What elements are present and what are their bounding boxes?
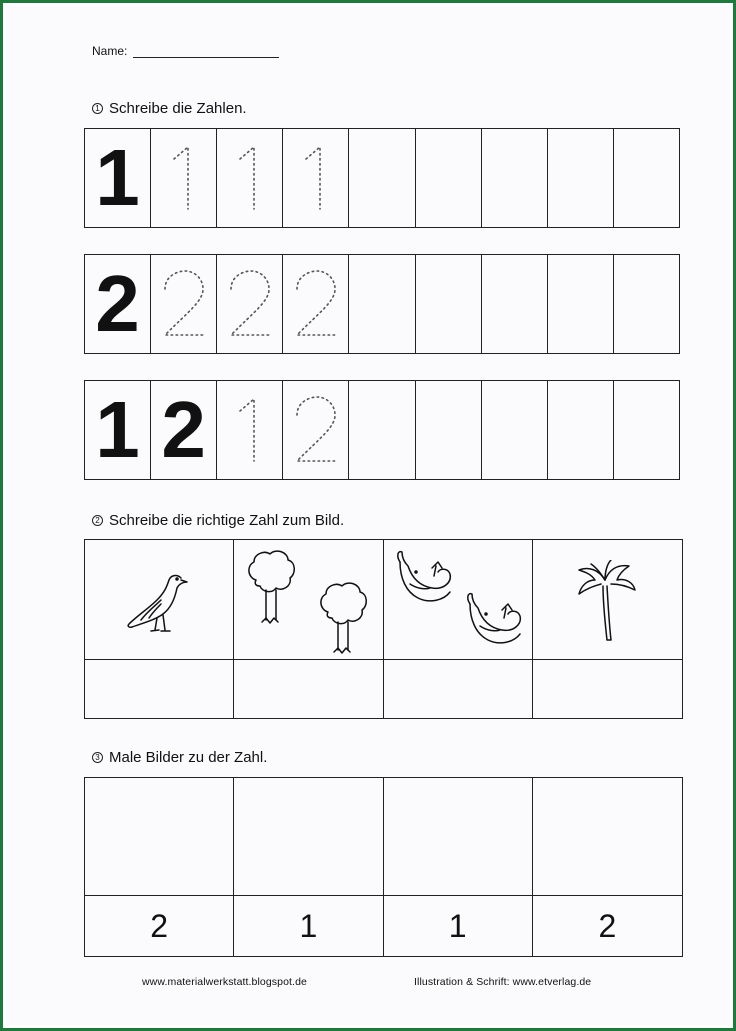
picture-cell-bird <box>85 540 234 660</box>
trace-cell[interactable] <box>217 255 283 353</box>
answer-cell[interactable] <box>384 660 533 718</box>
traced-digit-two-icon <box>291 395 341 465</box>
bird-icon <box>123 568 195 638</box>
lead-digit: 1 <box>95 133 140 222</box>
name-label: Name: <box>92 44 128 58</box>
empty-write-cell[interactable] <box>614 381 679 479</box>
draw-cell[interactable] <box>533 778 682 896</box>
empty-write-cell[interactable] <box>416 255 482 353</box>
trace-cell[interactable] <box>283 255 349 353</box>
footer-left-link[interactable]: www.materialwerkstatt.blogspot.de <box>142 976 307 988</box>
traced-digit-two-icon <box>225 269 275 339</box>
lead-digit-cell <box>85 255 151 353</box>
traced-digit-two-icon <box>291 269 341 339</box>
section3-heading <box>92 749 267 766</box>
number-row-1 <box>84 128 680 228</box>
traced-digit-two-icon <box>159 269 209 339</box>
section2-title: Schreibe die richtige Zahl zum Bild. <box>109 512 345 529</box>
section1-heading <box>92 100 247 117</box>
section2-marker: 2 <box>92 515 103 526</box>
section3-title: Male Bilder zu der Zahl. <box>109 749 268 766</box>
picture-cell-whales <box>384 540 533 660</box>
empty-write-cell[interactable] <box>349 381 415 479</box>
palm-tree-icon <box>575 560 637 644</box>
trace-cell[interactable] <box>217 381 283 479</box>
lead-digit: 2 <box>95 259 140 348</box>
target-number: 2 <box>598 907 617 944</box>
answer-cell[interactable] <box>533 660 682 718</box>
trace-cell[interactable] <box>283 129 349 227</box>
draw-cell[interactable] <box>85 778 234 896</box>
empty-write-cell[interactable] <box>482 381 548 479</box>
section1-title: Schreibe die Zahlen. <box>109 100 247 117</box>
empty-write-cell[interactable] <box>349 129 415 227</box>
footer-right-credit: Illustration & Schrift: www.etverlag.de <box>414 976 592 988</box>
trace-cell[interactable] <box>283 381 349 479</box>
traced-digit-one-icon <box>164 143 204 213</box>
empty-write-cell[interactable] <box>614 255 679 353</box>
draw-cell[interactable] <box>384 778 533 896</box>
target-number: 1 <box>234 896 383 956</box>
answer-cell[interactable] <box>234 660 383 718</box>
whale-icon <box>394 548 534 656</box>
empty-write-cell[interactable] <box>482 255 548 353</box>
picture-grid <box>84 539 683 719</box>
section2-heading <box>92 512 344 529</box>
draw-grid <box>84 777 683 957</box>
name-field[interactable] <box>92 44 279 58</box>
empty-write-cell[interactable] <box>482 129 548 227</box>
trace-cell[interactable] <box>217 129 283 227</box>
traced-digit-one-icon <box>230 143 270 213</box>
lead-digit-cell <box>85 129 151 227</box>
lead-digit: 1 <box>95 385 140 474</box>
trace-cell[interactable] <box>151 129 217 227</box>
answer-cell[interactable] <box>85 660 234 718</box>
empty-write-cell[interactable] <box>416 129 482 227</box>
number-row-2 <box>84 254 680 354</box>
empty-write-cell[interactable] <box>548 381 614 479</box>
lead-digit: 2 <box>161 385 206 474</box>
target-number: 1 <box>384 896 533 956</box>
picture-cell-palm <box>533 540 682 660</box>
traced-digit-one-icon <box>230 395 270 465</box>
trace-cell[interactable] <box>151 255 217 353</box>
number-row-3 <box>84 380 680 480</box>
lead-digit-cell <box>151 381 217 479</box>
section3-marker: 3 <box>92 752 103 763</box>
section1-marker: 1 <box>92 103 103 114</box>
tree-icon <box>244 550 380 655</box>
picture-cell-trees <box>234 540 383 660</box>
draw-cell[interactable] <box>234 778 383 896</box>
target-number: 2 <box>85 896 234 956</box>
empty-write-cell[interactable] <box>614 129 679 227</box>
empty-write-cell[interactable] <box>548 255 614 353</box>
empty-write-cell[interactable] <box>548 129 614 227</box>
name-line[interactable] <box>133 45 279 58</box>
empty-write-cell[interactable] <box>349 255 415 353</box>
traced-digit-one-icon <box>296 143 336 213</box>
empty-write-cell[interactable] <box>416 381 482 479</box>
lead-digit-cell <box>85 381 151 479</box>
